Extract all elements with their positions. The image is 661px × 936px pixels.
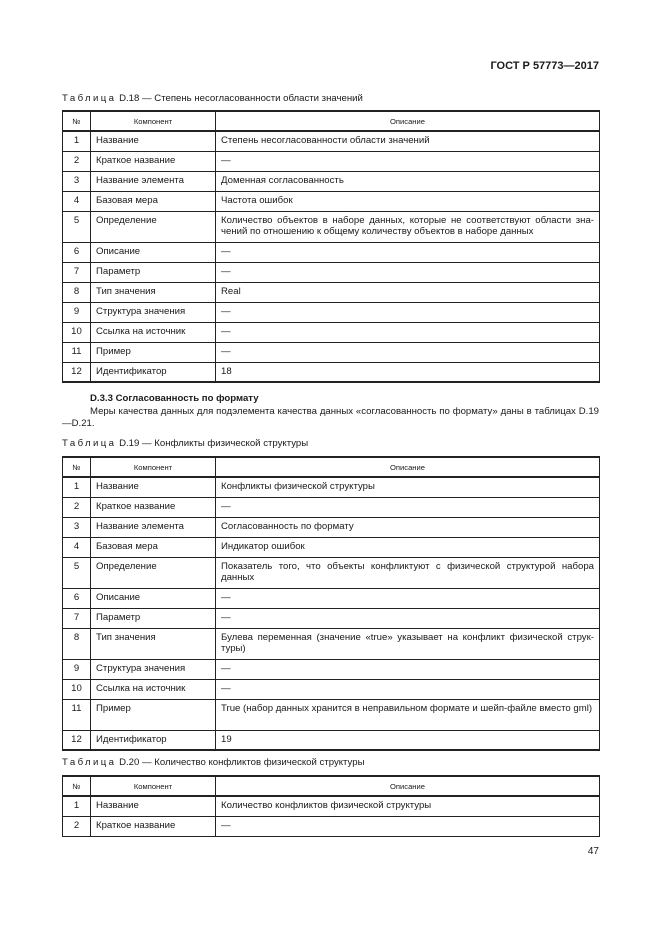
row-description: — (216, 302, 600, 322)
caption-text: D.19 — Конфликты физической структуры (116, 438, 309, 449)
row-component: Тип значения (91, 628, 216, 659)
table-d19 (62, 456, 600, 751)
table-row (63, 659, 600, 679)
row-component: Название элемента (91, 517, 216, 537)
table-row (63, 242, 600, 262)
header-number: № (63, 776, 91, 796)
row-component: Краткое название (91, 816, 216, 836)
row-number: 3 (63, 517, 91, 537)
caption-text: D.18 — Степень несогласованности области значений (116, 93, 363, 104)
table-row (63, 557, 600, 588)
row-component: Структура значения (91, 659, 216, 679)
row-number: 7 (63, 608, 91, 628)
row-component: Название (91, 477, 216, 497)
row-number: 8 (63, 628, 91, 659)
section-paragraph: Меры качества данных для подэлемента качества данных «согласованность по формату» даны в таблицах D.19—D.21. (62, 406, 599, 429)
row-component: Параметр (91, 608, 216, 628)
row-number: 1 (63, 796, 91, 816)
caption-prefix: Таблица (62, 438, 117, 449)
row-number: 12 (63, 362, 91, 382)
table-header-row (63, 111, 600, 131)
row-number: 5 (63, 211, 91, 242)
row-number: 7 (63, 262, 91, 282)
row-description: Степень несогласованности области значений (216, 131, 600, 151)
row-component: Базовая мера (91, 191, 216, 211)
row-component: Пример (91, 342, 216, 362)
table-header-row (63, 457, 600, 477)
table-row (63, 730, 600, 750)
row-description: Булева переменная (значение «true» указывает на конфликт физической струк-туры) (216, 628, 600, 659)
caption-text: D.20 — Количество конфликтов физической структуры (116, 757, 365, 768)
table-row (63, 679, 600, 699)
row-component: Краткое название (91, 151, 216, 171)
row-number: 5 (63, 557, 91, 588)
page-number: 47 (587, 846, 599, 857)
row-description: — (216, 816, 600, 836)
row-description: Согласованность по формату (216, 517, 600, 537)
row-description: — (216, 151, 600, 171)
row-component: Ссылка на источник (91, 679, 216, 699)
row-number: 11 (63, 699, 91, 730)
row-component: Ссылка на источник (91, 322, 216, 342)
row-number: 6 (63, 242, 91, 262)
row-component: Тип значения (91, 282, 216, 302)
row-number: 2 (63, 151, 91, 171)
table-row (63, 796, 600, 816)
row-description: Показатель того, что объекты конфликтуют с физической структурой набора данных (216, 557, 600, 588)
table-row (63, 517, 600, 537)
row-number: 3 (63, 171, 91, 191)
table-row (63, 131, 600, 151)
table-row (63, 816, 600, 836)
row-description: Конфликты физической структуры (216, 477, 600, 497)
row-description: Real (216, 282, 600, 302)
table-row (63, 477, 600, 497)
table-row (63, 262, 600, 282)
row-component: Пример (91, 699, 216, 730)
row-component: Определение (91, 557, 216, 588)
table-caption-d19 (62, 438, 308, 449)
row-description: Доменная согласованность (216, 171, 600, 191)
table-header-row (63, 776, 600, 796)
table-row (63, 211, 600, 242)
header-component: Компонент (91, 776, 216, 796)
table-row (63, 171, 600, 191)
table-d18 (62, 110, 600, 383)
row-component: Название (91, 796, 216, 816)
row-description: 19 (216, 730, 600, 750)
table-row (63, 151, 600, 171)
row-description: — (216, 608, 600, 628)
row-number: 11 (63, 342, 91, 362)
row-description: Количество конфликтов физической структуры (216, 796, 600, 816)
header-component: Компонент (91, 111, 216, 131)
table-row (63, 588, 600, 608)
table-row (63, 322, 600, 342)
document-id: ГОСТ Р 57773—2017 (490, 60, 599, 72)
row-number: 9 (63, 659, 91, 679)
row-number: 10 (63, 322, 91, 342)
row-component: Идентификатор (91, 730, 216, 750)
row-description: Индикатор ошибок (216, 537, 600, 557)
table-row (63, 191, 600, 211)
row-component: Параметр (91, 262, 216, 282)
section-title: D.3.3 Согласованность по формату (90, 393, 259, 404)
caption-prefix: Таблица (62, 93, 117, 104)
table-row (63, 699, 600, 730)
row-number: 10 (63, 679, 91, 699)
row-description: — (216, 497, 600, 517)
header-description: Описание (216, 457, 600, 477)
row-description: Частота ошибок (216, 191, 600, 211)
row-number: 1 (63, 131, 91, 151)
table-row (63, 628, 600, 659)
row-number: 2 (63, 497, 91, 517)
row-component: Название (91, 131, 216, 151)
header-description: Описание (216, 776, 600, 796)
row-description: — (216, 322, 600, 342)
header-number: № (63, 457, 91, 477)
table-caption-d18 (62, 93, 363, 104)
row-component: Определение (91, 211, 216, 242)
row-description: Количество объектов в наборе данных, которые не соответствуют области зна-чений по отношению к общему количеству объектов в наборе данных (216, 211, 600, 242)
header-number: № (63, 111, 91, 131)
row-number: 2 (63, 816, 91, 836)
row-component: Описание (91, 242, 216, 262)
table-row (63, 608, 600, 628)
row-description: — (216, 242, 600, 262)
row-description: — (216, 659, 600, 679)
row-number: 4 (63, 191, 91, 211)
row-number: 6 (63, 588, 91, 608)
table-d20 (62, 775, 600, 837)
row-component: Краткое название (91, 497, 216, 517)
row-description: 18 (216, 362, 600, 382)
table-row (63, 362, 600, 382)
header-component: Компонент (91, 457, 216, 477)
header-description: Описание (216, 111, 600, 131)
table-row (63, 342, 600, 362)
row-number: 4 (63, 537, 91, 557)
table-row (63, 282, 600, 302)
table-row (63, 302, 600, 322)
row-number: 12 (63, 730, 91, 750)
row-component: Описание (91, 588, 216, 608)
table-caption-d20 (62, 757, 364, 768)
row-number: 1 (63, 477, 91, 497)
row-description: — (216, 679, 600, 699)
row-description: — (216, 588, 600, 608)
caption-prefix: Таблица (62, 757, 117, 768)
row-component: Название элемента (91, 171, 216, 191)
row-description: — (216, 342, 600, 362)
row-component: Структура значения (91, 302, 216, 322)
row-description: — (216, 262, 600, 282)
table-row (63, 497, 600, 517)
row-number: 9 (63, 302, 91, 322)
row-number: 8 (63, 282, 91, 302)
row-component: Идентификатор (91, 362, 216, 382)
table-row (63, 537, 600, 557)
row-component: Базовая мера (91, 537, 216, 557)
row-description: True (набор данных хранится в неправильном формате и шейп-файле вместо gml) (216, 699, 600, 730)
